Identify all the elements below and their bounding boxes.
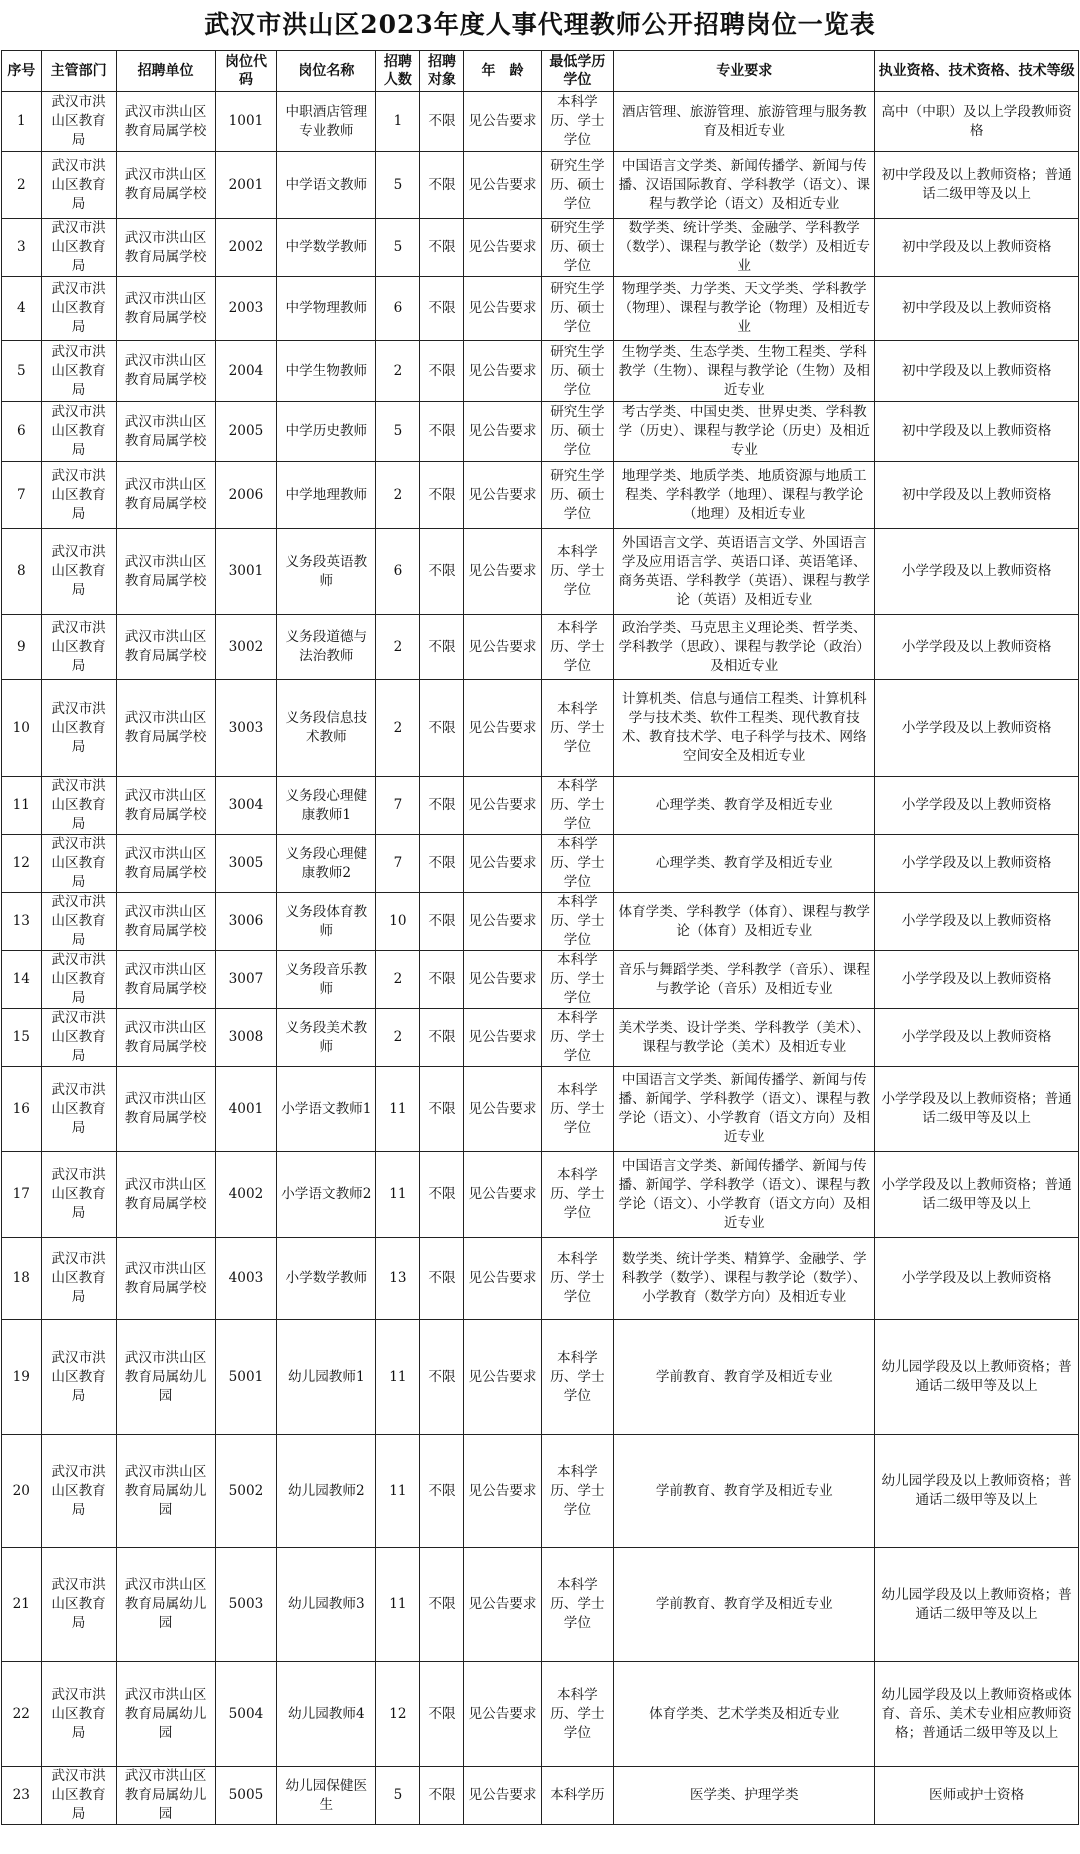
row-number-cell: 17: [2, 1152, 42, 1238]
headcount-cell: 2: [376, 680, 420, 777]
department-cell: 武汉市洪山区教育局: [41, 92, 116, 152]
headcount-cell: 11: [376, 1435, 420, 1548]
row-number-cell: 1: [2, 92, 42, 152]
qualification-cell: 初中学段及以上教师资格: [875, 462, 1079, 529]
position-code-cell: 3004: [215, 777, 277, 835]
header-cell: 招聘对象: [420, 51, 464, 92]
department-cell: 武汉市洪山区教育局: [41, 777, 116, 835]
major-requirement-cell: 政治学类、马克思主义理论类、哲学类、学科教学（思政）、课程与教学论（政治）及相近专业: [614, 615, 875, 680]
major-requirement-cell: 学前教育、教育学及相近专业: [614, 1320, 875, 1435]
header-cell: 序号: [2, 51, 42, 92]
department-cell: 武汉市洪山区教育局: [41, 1662, 116, 1767]
header-cell: 年 龄: [464, 51, 541, 92]
target-cell: 不限: [420, 152, 464, 219]
table-row: [2, 402, 1079, 462]
headcount-cell: 5: [376, 152, 420, 219]
row-number-cell: 19: [2, 1320, 42, 1435]
education-cell: 研究生学历、硕士学位: [541, 152, 614, 219]
department-cell: 武汉市洪山区教育局: [41, 1767, 116, 1825]
position-code-cell: 5001: [215, 1320, 277, 1435]
department-cell: 武汉市洪山区教育局: [41, 402, 116, 462]
position-code-cell: 5002: [215, 1435, 277, 1548]
qualification-cell: 幼儿园学段及以上教师资格；普通话二级甲等及以上: [875, 1435, 1079, 1548]
education-cell: 研究生学历、硕士学位: [541, 341, 614, 402]
headcount-cell: 11: [376, 1320, 420, 1435]
department-cell: 武汉市洪山区教育局: [41, 152, 116, 219]
headcount-cell: 7: [376, 777, 420, 835]
row-number-cell: 16: [2, 1067, 42, 1152]
employer-cell: 武汉市洪山区教育局属学校: [116, 835, 215, 893]
major-requirement-cell: 生物学类、生态学类、生物工程类、学科教学（生物）、课程与教学论（生物）及相近专业: [614, 341, 875, 402]
table-row: [2, 777, 1079, 835]
qualification-cell: 小学学段及以上教师资格: [875, 951, 1079, 1009]
age-cell: 见公告要求: [464, 777, 541, 835]
employer-cell: 武汉市洪山区教育局属学校: [116, 1238, 215, 1320]
major-requirement-cell: 中国语言文学类、新闻传播学、新闻与传播、新闻学、学科教学（语文）、课程与教学论（语文）、小学教育（语文方向）及相近专业: [614, 1067, 875, 1152]
position-name-cell: 义务段英语教师: [277, 529, 376, 615]
position-name-cell: 中学数学教师: [277, 219, 376, 277]
position-name-cell: 义务段信息技术教师: [277, 680, 376, 777]
position-code-cell: 2003: [215, 277, 277, 341]
education-cell: 研究生学历、硕士学位: [541, 402, 614, 462]
table-row: [2, 1320, 1079, 1435]
age-cell: 见公告要求: [464, 615, 541, 680]
employer-cell: 武汉市洪山区教育局属学校: [116, 152, 215, 219]
major-requirement-cell: 心理学类、教育学及相近专业: [614, 777, 875, 835]
target-cell: 不限: [420, 1662, 464, 1767]
major-requirement-cell: 物理学类、力学类、天文学类、学科教学（物理）、课程与教学论（物理）及相近专业: [614, 277, 875, 341]
headcount-cell: 12: [376, 1662, 420, 1767]
target-cell: 不限: [420, 1767, 464, 1825]
position-code-cell: 4002: [215, 1152, 277, 1238]
row-number-cell: 13: [2, 893, 42, 951]
position-code-cell: 5003: [215, 1548, 277, 1662]
age-cell: 见公告要求: [464, 92, 541, 152]
table-row: [2, 1435, 1079, 1548]
row-number-cell: 8: [2, 529, 42, 615]
qualification-cell: 幼儿园学段及以上教师资格；普通话二级甲等及以上: [875, 1320, 1079, 1435]
employer-cell: 武汉市洪山区教育局属学校: [116, 92, 215, 152]
table-row: [2, 277, 1079, 341]
employer-cell: 武汉市洪山区教育局属幼儿园: [116, 1435, 215, 1548]
education-cell: 研究生学历、硕士学位: [541, 277, 614, 341]
target-cell: 不限: [420, 951, 464, 1009]
position-name-cell: 中学地理教师: [277, 462, 376, 529]
position-name-cell: 幼儿园教师3: [277, 1548, 376, 1662]
position-name-cell: 中学生物教师: [277, 341, 376, 402]
row-number-cell: 9: [2, 615, 42, 680]
age-cell: 见公告要求: [464, 1067, 541, 1152]
headcount-cell: 6: [376, 529, 420, 615]
major-requirement-cell: 外国语言文学、英语语言文学、外国语言学及应用语言学、英语口译、英语笔译、商务英语、学科教学（英语）、课程与教学论（英语）及相近专业: [614, 529, 875, 615]
department-cell: 武汉市洪山区教育局: [41, 1067, 116, 1152]
qualification-cell: 初中学段及以上教师资格: [875, 277, 1079, 341]
qualification-cell: 小学学段及以上教师资格: [875, 680, 1079, 777]
table-row: [2, 1238, 1079, 1320]
position-name-cell: 义务段音乐教师: [277, 951, 376, 1009]
qualification-cell: 初中学段及以上教师资格: [875, 341, 1079, 402]
education-cell: 本科学历、学士学位: [541, 680, 614, 777]
position-name-cell: 义务段心理健康教师2: [277, 835, 376, 893]
table-row: [2, 1767, 1079, 1825]
target-cell: 不限: [420, 277, 464, 341]
education-cell: 本科学历、学士学位: [541, 1238, 614, 1320]
position-code-cell: 3008: [215, 1009, 277, 1067]
table-row: [2, 1067, 1079, 1152]
header-cell: 岗位代码: [215, 51, 277, 92]
target-cell: 不限: [420, 615, 464, 680]
headcount-cell: 13: [376, 1238, 420, 1320]
position-code-cell: 2002: [215, 219, 277, 277]
target-cell: 不限: [420, 341, 464, 402]
target-cell: 不限: [420, 1548, 464, 1662]
department-cell: 武汉市洪山区教育局: [41, 1548, 116, 1662]
position-code-cell: 3006: [215, 893, 277, 951]
age-cell: 见公告要求: [464, 893, 541, 951]
department-cell: 武汉市洪山区教育局: [41, 893, 116, 951]
row-number-cell: 10: [2, 680, 42, 777]
education-cell: 本科学历、学士学位: [541, 1067, 614, 1152]
target-cell: 不限: [420, 402, 464, 462]
target-cell: 不限: [420, 1152, 464, 1238]
qualification-cell: 初中学段及以上教师资格: [875, 402, 1079, 462]
age-cell: 见公告要求: [464, 277, 541, 341]
qualification-cell: 小学学段及以上教师资格；普通话二级甲等及以上: [875, 1152, 1079, 1238]
age-cell: 见公告要求: [464, 341, 541, 402]
department-cell: 武汉市洪山区教育局: [41, 529, 116, 615]
major-requirement-cell: 学前教育、教育学及相近专业: [614, 1548, 875, 1662]
major-requirement-cell: 体育学类、学科教学（体育）、课程与教学论（体育）及相近专业: [614, 893, 875, 951]
header-cell: 岗位名称: [277, 51, 376, 92]
row-number-cell: 7: [2, 462, 42, 529]
department-cell: 武汉市洪山区教育局: [41, 1009, 116, 1067]
education-cell: 本科学历、学士学位: [541, 1152, 614, 1238]
headcount-cell: 2: [376, 1009, 420, 1067]
table-row: [2, 1662, 1079, 1767]
qualification-cell: 幼儿园学段及以上教师资格或体育、音乐、美术专业相应教师资格；普通话二级甲等及以上: [875, 1662, 1079, 1767]
qualification-cell: 小学学段及以上教师资格: [875, 893, 1079, 951]
position-name-cell: 义务段美术教师: [277, 1009, 376, 1067]
target-cell: 不限: [420, 1067, 464, 1152]
age-cell: 见公告要求: [464, 1238, 541, 1320]
education-cell: 研究生学历、硕士学位: [541, 219, 614, 277]
target-cell: 不限: [420, 1238, 464, 1320]
row-number-cell: 23: [2, 1767, 42, 1825]
position-code-cell: 2005: [215, 402, 277, 462]
education-cell: 研究生学历、硕士学位: [541, 462, 614, 529]
education-cell: 本科学历、学士学位: [541, 615, 614, 680]
target-cell: 不限: [420, 680, 464, 777]
employer-cell: 武汉市洪山区教育局属学校: [116, 529, 215, 615]
position-code-cell: 3005: [215, 835, 277, 893]
position-code-cell: 5004: [215, 1662, 277, 1767]
headcount-cell: 2: [376, 462, 420, 529]
employer-cell: 武汉市洪山区教育局属幼儿园: [116, 1767, 215, 1825]
position-name-cell: 幼儿园教师2: [277, 1435, 376, 1548]
qualification-cell: 高中（中职）及以上学段教师资格: [875, 92, 1079, 152]
major-requirement-cell: 中国语言文学类、新闻传播学、新闻与传播、汉语国际教育、学科教学（语文）、课程与教学论（语文）及相近专业: [614, 152, 875, 219]
position-name-cell: 幼儿园教师4: [277, 1662, 376, 1767]
position-code-cell: 3001: [215, 529, 277, 615]
major-requirement-cell: 体育学类、艺术学类及相近专业: [614, 1662, 875, 1767]
education-cell: 本科学历、学士学位: [541, 893, 614, 951]
table-row: [2, 341, 1079, 402]
table-row: [2, 92, 1079, 152]
row-number-cell: 4: [2, 277, 42, 341]
education-cell: 本科学历、学士学位: [541, 951, 614, 1009]
major-requirement-cell: 心理学类、教育学及相近专业: [614, 835, 875, 893]
age-cell: 见公告要求: [464, 219, 541, 277]
employer-cell: 武汉市洪山区教育局属学校: [116, 277, 215, 341]
position-name-cell: 小学语文教师1: [277, 1067, 376, 1152]
employer-cell: 武汉市洪山区教育局属学校: [116, 341, 215, 402]
headcount-cell: 2: [376, 951, 420, 1009]
department-cell: 武汉市洪山区教育局: [41, 680, 116, 777]
employer-cell: 武汉市洪山区教育局属幼儿园: [116, 1662, 215, 1767]
major-requirement-cell: 音乐与舞蹈学类、学科教学（音乐）、课程与教学论（音乐）及相近专业: [614, 951, 875, 1009]
table-row: [2, 219, 1079, 277]
education-cell: 本科学历、学士学位: [541, 1662, 614, 1767]
position-code-cell: 2001: [215, 152, 277, 219]
position-name-cell: 义务段道德与法治教师: [277, 615, 376, 680]
position-name-cell: 中职酒店管理专业教师: [277, 92, 376, 152]
employer-cell: 武汉市洪山区教育局属学校: [116, 1009, 215, 1067]
position-code-cell: 2004: [215, 341, 277, 402]
major-requirement-cell: 酒店管理、旅游管理、旅游管理与服务教育及相近专业: [614, 92, 875, 152]
qualification-cell: 小学学段及以上教师资格: [875, 1009, 1079, 1067]
age-cell: 见公告要求: [464, 1662, 541, 1767]
qualification-cell: 初中学段及以上教师资格: [875, 219, 1079, 277]
education-cell: 本科学历: [541, 1767, 614, 1825]
major-requirement-cell: 美术学类、设计学类、学科教学（美术）、课程与教学论（美术）及相近专业: [614, 1009, 875, 1067]
major-requirement-cell: 中国语言文学类、新闻传播学、新闻与传播、新闻学、学科教学（语文）、课程与教学论（语文）、小学教育（语文方向）及相近专业: [614, 1152, 875, 1238]
employer-cell: 武汉市洪山区教育局属幼儿园: [116, 1320, 215, 1435]
headcount-cell: 11: [376, 1152, 420, 1238]
table-row: [2, 835, 1079, 893]
employer-cell: 武汉市洪山区教育局属学校: [116, 1067, 215, 1152]
position-code-cell: 3007: [215, 951, 277, 1009]
qualification-cell: 幼儿园学段及以上教师资格；普通话二级甲等及以上: [875, 1548, 1079, 1662]
headcount-cell: 2: [376, 341, 420, 402]
qualification-cell: 医师或护士资格: [875, 1767, 1079, 1825]
position-code-cell: 4003: [215, 1238, 277, 1320]
row-number-cell: 20: [2, 1435, 42, 1548]
headcount-cell: 5: [376, 1767, 420, 1825]
table-row: [2, 1152, 1079, 1238]
position-name-cell: 中学历史教师: [277, 402, 376, 462]
position-code-cell: 4001: [215, 1067, 277, 1152]
department-cell: 武汉市洪山区教育局: [41, 1435, 116, 1548]
table-row: [2, 1548, 1079, 1662]
position-name-cell: 幼儿园保健医生: [277, 1767, 376, 1825]
major-requirement-cell: 数学类、统计学类、金融学、学科教学（数学）、课程与教学论（数学）及相近专业: [614, 219, 875, 277]
position-name-cell: 小学数学教师: [277, 1238, 376, 1320]
headcount-cell: 1: [376, 92, 420, 152]
target-cell: 不限: [420, 1435, 464, 1548]
row-number-cell: 6: [2, 402, 42, 462]
qualification-cell: 小学学段及以上教师资格: [875, 529, 1079, 615]
age-cell: 见公告要求: [464, 1435, 541, 1548]
education-cell: 本科学历、学士学位: [541, 777, 614, 835]
target-cell: 不限: [420, 1320, 464, 1435]
header-cell: 招聘人数: [376, 51, 420, 92]
table-row: [2, 893, 1079, 951]
employer-cell: 武汉市洪山区教育局属学校: [116, 615, 215, 680]
major-requirement-cell: 考古学类、中国史类、世界史类、学科教学（历史）、课程与教学论（历史）及相近专业: [614, 402, 875, 462]
headcount-cell: 5: [376, 219, 420, 277]
employer-cell: 武汉市洪山区教育局属学校: [116, 462, 215, 529]
department-cell: 武汉市洪山区教育局: [41, 341, 116, 402]
department-cell: 武汉市洪山区教育局: [41, 951, 116, 1009]
department-cell: 武汉市洪山区教育局: [41, 1238, 116, 1320]
row-number-cell: 15: [2, 1009, 42, 1067]
header-row: [2, 51, 1079, 92]
headcount-cell: 7: [376, 835, 420, 893]
age-cell: 见公告要求: [464, 835, 541, 893]
row-number-cell: 21: [2, 1548, 42, 1662]
department-cell: 武汉市洪山区教育局: [41, 462, 116, 529]
major-requirement-cell: 医学类、护理学类: [614, 1767, 875, 1825]
row-number-cell: 22: [2, 1662, 42, 1767]
position-code-cell: 1001: [215, 92, 277, 152]
department-cell: 武汉市洪山区教育局: [41, 219, 116, 277]
age-cell: 见公告要求: [464, 1152, 541, 1238]
education-cell: 本科学历、学士学位: [541, 92, 614, 152]
qualification-cell: 小学学段及以上教师资格: [875, 835, 1079, 893]
position-name-cell: 义务段体育教师: [277, 893, 376, 951]
age-cell: 见公告要求: [464, 1009, 541, 1067]
age-cell: 见公告要求: [464, 529, 541, 615]
headcount-cell: 2: [376, 615, 420, 680]
qualification-cell: 小学学段及以上教师资格: [875, 777, 1079, 835]
row-number-cell: 18: [2, 1238, 42, 1320]
age-cell: 见公告要求: [464, 462, 541, 529]
qualification-cell: 小学学段及以上教师资格: [875, 615, 1079, 680]
employer-cell: 武汉市洪山区教育局属学校: [116, 680, 215, 777]
row-number-cell: 5: [2, 341, 42, 402]
age-cell: 见公告要求: [464, 152, 541, 219]
department-cell: 武汉市洪山区教育局: [41, 835, 116, 893]
employer-cell: 武汉市洪山区教育局属学校: [116, 893, 215, 951]
department-cell: 武汉市洪山区教育局: [41, 615, 116, 680]
employer-cell: 武汉市洪山区教育局属学校: [116, 951, 215, 1009]
headcount-cell: 5: [376, 402, 420, 462]
header-cell: 主管部门: [41, 51, 116, 92]
position-code-cell: 2006: [215, 462, 277, 529]
headcount-cell: 11: [376, 1067, 420, 1152]
employer-cell: 武汉市洪山区教育局属学校: [116, 219, 215, 277]
table-row: [2, 1009, 1079, 1067]
education-cell: 本科学历、学士学位: [541, 529, 614, 615]
age-cell: 见公告要求: [464, 1320, 541, 1435]
education-cell: 本科学历、学士学位: [541, 1548, 614, 1662]
target-cell: 不限: [420, 893, 464, 951]
header-cell: 专业要求: [614, 51, 875, 92]
row-number-cell: 12: [2, 835, 42, 893]
target-cell: 不限: [420, 1009, 464, 1067]
employer-cell: 武汉市洪山区教育局属学校: [116, 777, 215, 835]
age-cell: 见公告要求: [464, 402, 541, 462]
position-name-cell: 中学物理教师: [277, 277, 376, 341]
education-cell: 本科学历、学士学位: [541, 1435, 614, 1548]
employer-cell: 武汉市洪山区教育局属学校: [116, 402, 215, 462]
education-cell: 本科学历、学士学位: [541, 1320, 614, 1435]
table-row: [2, 951, 1079, 1009]
header-cell: 招聘单位: [116, 51, 215, 92]
target-cell: 不限: [420, 92, 464, 152]
target-cell: 不限: [420, 219, 464, 277]
target-cell: 不限: [420, 777, 464, 835]
employer-cell: 武汉市洪山区教育局属幼儿园: [116, 1548, 215, 1662]
education-cell: 本科学历、学士学位: [541, 835, 614, 893]
row-number-cell: 14: [2, 951, 42, 1009]
header-cell: 最低学历学位: [541, 51, 614, 92]
position-code-cell: 3002: [215, 615, 277, 680]
recruitment-table: [1, 50, 1079, 1825]
position-name-cell: 义务段心理健康教师1: [277, 777, 376, 835]
table-row: [2, 615, 1079, 680]
major-requirement-cell: 地理学类、地质学类、地质资源与地质工程类、学科教学（地理）、课程与教学论（地理）及相近专业: [614, 462, 875, 529]
major-requirement-cell: 学前教育、教育学及相近专业: [614, 1435, 875, 1548]
position-name-cell: 中学语文教师: [277, 152, 376, 219]
qualification-cell: 小学学段及以上教师资格；普通话二级甲等及以上: [875, 1067, 1079, 1152]
row-number-cell: 2: [2, 152, 42, 219]
headcount-cell: 6: [376, 277, 420, 341]
headcount-cell: 10: [376, 893, 420, 951]
row-number-cell: 3: [2, 219, 42, 277]
position-name-cell: 幼儿园教师1: [277, 1320, 376, 1435]
department-cell: 武汉市洪山区教育局: [41, 277, 116, 341]
target-cell: 不限: [420, 835, 464, 893]
age-cell: 见公告要求: [464, 680, 541, 777]
headcount-cell: 11: [376, 1548, 420, 1662]
employer-cell: 武汉市洪山区教育局属学校: [116, 1152, 215, 1238]
row-number-cell: 11: [2, 777, 42, 835]
position-code-cell: 3003: [215, 680, 277, 777]
position-code-cell: 5005: [215, 1767, 277, 1825]
age-cell: 见公告要求: [464, 1548, 541, 1662]
header-cell: 执业资格、技术资格、技术等级: [875, 51, 1079, 92]
target-cell: 不限: [420, 462, 464, 529]
table-row: [2, 462, 1079, 529]
major-requirement-cell: 数学类、统计学类、精算学、金融学、学科教学（数学）、课程与教学论（数学）、小学教育（数学方向）及相近专业: [614, 1238, 875, 1320]
major-requirement-cell: 计算机类、信息与通信工程类、计算机科学与技术类、软件工程类、现代教育技术、教育技术学、电子科学与技术、网络空间安全及相近专业: [614, 680, 875, 777]
table-row: [2, 529, 1079, 615]
department-cell: 武汉市洪山区教育局: [41, 1320, 116, 1435]
age-cell: 见公告要求: [464, 951, 541, 1009]
education-cell: 本科学历、学士学位: [541, 1009, 614, 1067]
age-cell: 见公告要求: [464, 1767, 541, 1825]
table-row: [2, 152, 1079, 219]
department-cell: 武汉市洪山区教育局: [41, 1152, 116, 1238]
target-cell: 不限: [420, 529, 464, 615]
qualification-cell: 初中学段及以上教师资格；普通话二级甲等及以上: [875, 152, 1079, 219]
position-name-cell: 小学语文教师2: [277, 1152, 376, 1238]
page-title: 武汉市洪山区2023年度人事代理教师公开招聘岗位一览表: [204, 10, 876, 39]
qualification-cell: 小学学段及以上教师资格: [875, 1238, 1079, 1320]
table-row: [2, 680, 1079, 777]
